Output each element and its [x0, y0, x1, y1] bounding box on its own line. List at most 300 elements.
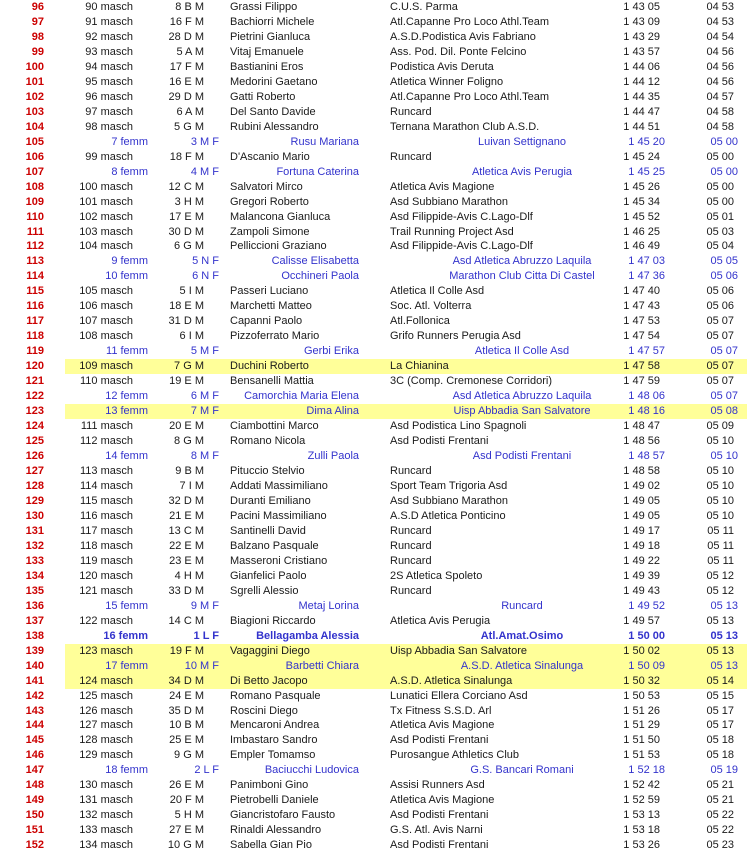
category-position: 7 femm [111, 135, 148, 148]
category-position: 93 masch [85, 45, 133, 58]
team-name: Atl.Capanne Pro Loco Athl.Team [390, 15, 549, 28]
category-code: 35 D M [168, 704, 204, 717]
athlete-name: Duchini Roberto [230, 360, 309, 373]
overall-position: 115 [26, 285, 44, 298]
pace: 05 07 [706, 360, 734, 373]
result-row [0, 689, 747, 704]
category-position: 14 femm [105, 450, 148, 463]
pace: 05 10 [706, 435, 734, 448]
team-name: Asd Subbiano Marathon [390, 494, 509, 507]
athlete-name: Pituccio Stelvio [230, 465, 305, 478]
athlete-name: Bachiorri Michele [230, 15, 315, 28]
team-name: Luivan Settignano [477, 135, 567, 148]
result-row [0, 344, 747, 359]
team-name: Runcard [390, 554, 432, 567]
team-name: Asd Atletica Abruzzo Laquila [452, 390, 592, 403]
overall-position: 118 [26, 330, 44, 343]
category-position: 15 femm [105, 599, 148, 612]
finish-time: 1 48 47 [623, 420, 660, 433]
athlete-name: Addati Massimiliano [230, 479, 328, 492]
pace: 05 11 [707, 524, 734, 537]
athlete-name: Empler Tomamso [230, 749, 316, 762]
pace: 05 21 [706, 779, 734, 792]
result-row [0, 748, 747, 763]
result-row [0, 195, 747, 210]
category-position: 114 masch [80, 479, 133, 492]
pace: 05 14 [706, 674, 734, 687]
category-code: 22 E M [169, 539, 204, 552]
finish-time: 1 47 40 [623, 285, 660, 298]
athlete-name: Camorchia Maria Elena [244, 390, 359, 403]
overall-position: 135 [25, 584, 44, 597]
category-code: 1 L F [193, 629, 219, 642]
pace: 05 00 [710, 165, 738, 178]
athlete-name: Pizzoferrato Mario [230, 330, 320, 343]
overall-position: 96 [31, 0, 44, 13]
athlete-name: Zampoli Simone [230, 225, 310, 238]
finish-time: 1 46 25 [623, 225, 660, 238]
athlete-name: Masseroni Cristiano [230, 554, 328, 567]
overall-position: 138 [25, 629, 44, 642]
pace: 05 09 [706, 420, 734, 433]
team-name: A.S.D. Atletica Sinalunga [460, 659, 584, 672]
category-code: 8 G M [174, 435, 204, 448]
category-code: 5 N F [192, 255, 219, 268]
category-position: 116 masch [80, 509, 133, 522]
athlete-name: Imbastaro Sandro [230, 734, 318, 747]
overall-position: 127 [25, 465, 44, 478]
result-row [0, 15, 747, 30]
team-name: A.S.D.Podistica Avis Fabriano [390, 30, 536, 43]
category-position: 95 masch [85, 75, 133, 88]
team-name: Atletica Avis Perugia [471, 165, 573, 178]
category-code: 30 D M [168, 225, 204, 238]
team-name: Assisi Runners Asd [390, 779, 485, 792]
pace: 05 00 [706, 150, 734, 163]
finish-time: 1 45 26 [623, 180, 660, 193]
finish-time: 1 48 57 [628, 450, 665, 463]
pace: 05 00 [706, 180, 734, 193]
finish-time: 1 48 16 [628, 405, 665, 418]
category-code: 25 E M [169, 734, 204, 747]
category-code: 17 F M [169, 60, 204, 73]
category-code: 6 N F [192, 270, 219, 283]
pace: 04 53 [706, 0, 734, 13]
pace: 05 07 [710, 390, 738, 403]
finish-time: 1 46 49 [623, 240, 660, 253]
overall-position: 111 [26, 225, 44, 238]
team-name: A.S.D. Atletica Sinalunga [390, 674, 513, 687]
pace: 05 06 [706, 300, 734, 313]
category-position: 8 femm [111, 165, 148, 178]
athlete-name: Barbetti Chiara [285, 659, 359, 672]
category-code: 6 G M [174, 240, 204, 253]
result-row [0, 90, 747, 105]
team-name: Asd Podisti Frentani [390, 435, 489, 448]
overall-position: 112 [26, 240, 44, 253]
category-code: 7 M F [190, 405, 219, 418]
result-row [0, 105, 747, 120]
team-name: Asd Subbiano Marathon [390, 195, 509, 208]
result-row [0, 165, 747, 180]
result-row [0, 269, 747, 284]
overall-position: 100 [25, 60, 44, 73]
pace: 05 22 [706, 809, 734, 822]
result-row [0, 254, 747, 269]
category-code: 7 G M [174, 360, 204, 373]
result-row [0, 763, 747, 778]
category-position: 103 masch [79, 225, 133, 238]
team-name: La Chianina [390, 360, 449, 373]
category-code: 31 D M [168, 315, 204, 328]
result-row [0, 419, 747, 434]
athlete-name: Sgrelli Alessio [230, 584, 299, 597]
overall-position: 136 [25, 599, 44, 612]
category-position: 18 femm [105, 764, 148, 777]
finish-time: 1 48 58 [623, 465, 660, 478]
finish-time: 1 47 58 [623, 360, 660, 373]
result-row [0, 180, 747, 195]
finish-time: 1 44 51 [623, 120, 660, 133]
overall-position: 133 [25, 554, 44, 567]
team-name: Uisp Abbadia San Salvatore [453, 405, 591, 418]
overall-position: 129 [25, 494, 44, 507]
result-row [0, 135, 747, 150]
athlete-name: Rubini Alessandro [230, 120, 319, 133]
pace: 05 07 [710, 345, 738, 358]
pace: 05 22 [706, 824, 734, 837]
finish-time: 1 44 47 [623, 105, 660, 118]
pace: 04 57 [706, 90, 734, 103]
finish-time: 1 43 29 [623, 30, 660, 43]
category-position: 118 masch [80, 539, 133, 552]
finish-time: 1 49 17 [623, 524, 660, 537]
team-name: Asd Atletica Abruzzo Laquila [452, 255, 592, 268]
overall-position: 120 [25, 360, 44, 373]
overall-position: 98 [31, 30, 44, 43]
category-code: 12 C M [168, 180, 204, 193]
team-name: G.S. Bancari Romani [470, 764, 574, 777]
category-position: 94 masch [85, 60, 133, 73]
team-name: Grifo Runners Perugia Asd [390, 330, 521, 343]
category-code: 32 D M [168, 494, 204, 507]
category-position: 106 masch [79, 300, 133, 313]
athlete-name: Vagaggini Diego [230, 644, 310, 657]
finish-time: 1 45 25 [628, 165, 665, 178]
team-name: Asd Podisti Frentani [390, 734, 489, 747]
category-code: 8 B M [175, 0, 204, 13]
athlete-name: Pelliccioni Graziano [230, 240, 327, 253]
overall-position: 150 [25, 809, 44, 822]
category-position: 97 masch [85, 105, 133, 118]
pace: 04 58 [706, 120, 734, 133]
category-position: 130 masch [79, 779, 133, 792]
athlete-name: Gerbi Erika [303, 345, 359, 358]
overall-position: 145 [25, 734, 44, 747]
team-name: Atletica Il Colle Asd [390, 285, 485, 298]
overall-position: 140 [25, 659, 44, 672]
pace: 05 10 [706, 479, 734, 492]
category-code: 10 G M [167, 839, 204, 852]
category-position: 115 masch [80, 494, 133, 507]
athlete-name: Bensanelli Mattia [230, 375, 314, 388]
team-name: Podistica Avis Deruta [390, 60, 494, 73]
team-name: Runcard [390, 150, 432, 163]
overall-position: 124 [25, 420, 44, 433]
pace: 05 07 [706, 330, 734, 343]
result-row [0, 808, 747, 823]
finish-time: 1 50 09 [628, 659, 665, 672]
category-code: 10 M F [184, 659, 219, 672]
category-position: 90 masch [85, 0, 133, 13]
pace: 04 56 [706, 75, 734, 88]
category-position: 134 masch [79, 839, 133, 852]
athlete-name: Gatti Roberto [230, 90, 296, 103]
athlete-name: Biagioni Riccardo [230, 614, 316, 627]
category-code: 4 M F [190, 165, 219, 178]
team-name: Atl.Amat.Osimo [480, 629, 564, 642]
category-code: 6 I M [179, 330, 204, 343]
team-name: Asd Podisti Frentani [390, 839, 489, 852]
result-row [0, 629, 747, 644]
finish-time: 1 45 20 [628, 135, 665, 148]
category-position: 92 masch [85, 30, 133, 43]
finish-time: 1 53 18 [623, 824, 660, 837]
overall-position: 123 [25, 405, 44, 418]
category-code: 9 G M [174, 749, 204, 762]
pace: 05 05 [710, 255, 738, 268]
category-code: 20 E M [169, 420, 204, 433]
team-name: Atletica Il Colle Asd [474, 345, 570, 358]
category-code: 28 D M [168, 30, 204, 43]
athlete-name: Fortuna Caterina [276, 165, 359, 178]
category-code: 9 B M [175, 465, 204, 478]
finish-time: 1 49 57 [623, 614, 660, 627]
finish-time: 1 43 05 [623, 0, 660, 13]
finish-time: 1 49 02 [623, 479, 660, 492]
category-position: 121 masch [79, 584, 133, 597]
result-row [0, 404, 747, 419]
result-row [0, 314, 747, 329]
team-name: Ass. Pod. Dil. Ponte Felcino [390, 45, 527, 58]
result-row [0, 240, 747, 255]
category-position: 91 masch [85, 15, 133, 28]
athlete-name: Metaj Lorina [298, 599, 359, 612]
athlete-name: Gregori Roberto [230, 195, 309, 208]
overall-position: 126 [25, 450, 44, 463]
team-name: Asd Podisti Frentani [390, 809, 489, 822]
result-row [0, 374, 747, 389]
overall-position: 108 [25, 180, 44, 193]
result-row [0, 449, 747, 464]
athlete-name: D'Ascanio Mario [230, 150, 310, 163]
finish-time: 1 47 54 [623, 330, 660, 343]
result-row [0, 733, 747, 748]
team-name: Trail Running Project Asd [390, 225, 514, 238]
result-row [0, 389, 747, 404]
category-position: 10 femm [105, 270, 148, 283]
pace: 04 56 [706, 60, 734, 73]
pace: 05 13 [710, 629, 738, 642]
overall-position: 113 [26, 255, 44, 268]
pace: 04 58 [706, 105, 734, 118]
overall-position: 107 [25, 165, 44, 178]
overall-position: 114 [26, 270, 44, 283]
result-row [0, 644, 747, 659]
category-position: 127 masch [79, 719, 133, 732]
team-name: Atletica Avis Perugia [390, 614, 491, 627]
result-row [0, 479, 747, 494]
pace: 05 07 [706, 375, 734, 388]
result-row [0, 45, 747, 60]
overall-position: 103 [25, 105, 44, 118]
team-name: Atletica Avis Magione [390, 180, 495, 193]
result-row [0, 434, 747, 449]
category-code: 18 F M [169, 150, 204, 163]
result-row [0, 793, 747, 808]
finish-time: 1 49 43 [623, 584, 660, 597]
pace: 05 10 [706, 465, 734, 478]
category-position: 105 masch [79, 285, 133, 298]
category-code: 16 F M [169, 15, 204, 28]
overall-position: 130 [25, 509, 44, 522]
category-position: 102 masch [79, 210, 133, 223]
finish-time: 1 47 59 [623, 375, 660, 388]
finish-time: 1 48 06 [628, 390, 665, 403]
athlete-name: Panimboni Gino [230, 779, 309, 792]
pace: 05 10 [706, 509, 734, 522]
finish-time: 1 47 53 [623, 315, 660, 328]
result-row [0, 599, 747, 614]
result-row [0, 0, 747, 15]
athlete-name: Grassi Filippo [230, 0, 298, 13]
category-code: 4 H M [174, 569, 204, 582]
finish-time: 1 50 32 [623, 674, 660, 687]
overall-position: 104 [25, 120, 44, 133]
result-row [0, 509, 747, 524]
athlete-name: Bastianini Eros [230, 60, 304, 73]
overall-position: 116 [26, 300, 44, 313]
category-code: 3 M F [190, 135, 219, 148]
category-position: 9 femm [111, 255, 148, 268]
finish-time: 1 47 57 [628, 345, 665, 358]
category-code: 20 F M [169, 794, 204, 807]
athlete-name: Balzano Pasquale [230, 539, 319, 552]
overall-position: 102 [25, 90, 44, 103]
result-row [0, 539, 747, 554]
athlete-name: Ciambottini Marco [230, 420, 319, 433]
category-position: 124 masch [79, 674, 133, 687]
team-name: Asd Filippide-Avis C.Lago-Dlf [390, 240, 533, 253]
team-name: 2S Atletica Spoleto [390, 569, 483, 582]
pace: 05 17 [706, 704, 734, 717]
category-position: 109 masch [79, 360, 133, 373]
category-code: 33 D M [168, 584, 204, 597]
finish-time: 1 45 34 [623, 195, 660, 208]
athlete-name: Dima Alina [306, 405, 359, 418]
category-position: 119 masch [80, 554, 133, 567]
finish-time: 1 52 18 [628, 764, 665, 777]
result-row [0, 329, 747, 344]
category-code: 23 E M [169, 554, 204, 567]
category-code: 29 D M [168, 90, 204, 103]
athlete-name: Baciucchi Ludovica [264, 764, 359, 777]
finish-time: 1 49 39 [623, 569, 660, 582]
pace: 04 54 [706, 30, 734, 43]
overall-position: 131 [25, 524, 44, 537]
team-name: Soc. Atl. Volterra [390, 300, 472, 313]
finish-time: 1 48 56 [623, 435, 660, 448]
pace: 05 13 [710, 659, 738, 672]
athlete-name: Roscini Diego [230, 704, 298, 717]
overall-position: 119 [26, 345, 44, 358]
category-code: 2 L F [194, 764, 219, 777]
finish-time: 1 47 43 [623, 300, 660, 313]
team-name: Lunatici Ellera Corciano Asd [390, 689, 528, 702]
overall-position: 99 [31, 45, 44, 58]
team-name: 3C (Comp. Cremonese Corridori) [390, 375, 552, 388]
category-code: 26 E M [169, 779, 204, 792]
finish-time: 1 49 22 [623, 554, 660, 567]
athlete-name: Rinaldi Alessandro [230, 824, 322, 837]
finish-time: 1 51 53 [623, 749, 660, 762]
category-code: 19 F M [169, 644, 204, 657]
category-code: 8 M F [190, 450, 219, 463]
athlete-name: Santinelli David [230, 524, 306, 537]
result-row [0, 614, 747, 629]
category-code: 13 C M [168, 524, 204, 537]
result-row [0, 464, 747, 479]
pace: 05 03 [706, 225, 734, 238]
finish-time: 1 49 52 [628, 599, 665, 612]
overall-position: 152 [25, 839, 44, 852]
pace: 05 04 [706, 240, 734, 253]
pace: 05 13 [706, 614, 734, 627]
category-position: 133 masch [79, 824, 133, 837]
pace: 05 08 [710, 405, 738, 418]
pace: 05 23 [706, 839, 734, 852]
athlete-name: Occhineri Paola [281, 270, 359, 283]
category-position: 16 femm [103, 629, 148, 642]
overall-position: 148 [25, 779, 44, 792]
category-position: 129 masch [79, 749, 133, 762]
pace: 05 12 [706, 569, 734, 582]
category-code: 10 B M [169, 719, 204, 732]
category-code: 3 H M [174, 195, 204, 208]
overall-position: 109 [25, 195, 44, 208]
category-position: 99 masch [85, 150, 133, 163]
category-position: 104 masch [79, 240, 133, 253]
category-position: 122 masch [79, 614, 133, 627]
pace: 05 10 [706, 494, 734, 507]
finish-time: 1 49 18 [623, 539, 660, 552]
overall-position: 101 [25, 75, 44, 88]
overall-position: 117 [26, 315, 44, 328]
result-row [0, 75, 747, 90]
athlete-name: Sabella Gian Pio [230, 839, 312, 852]
finish-time: 1 49 05 [623, 509, 660, 522]
pace: 05 00 [706, 195, 734, 208]
result-row [0, 823, 747, 838]
finish-time: 1 43 09 [623, 15, 660, 28]
team-name: Asd Podisti Frentani [472, 450, 572, 463]
result-row [0, 554, 747, 569]
pace: 05 21 [706, 794, 734, 807]
result-row [0, 719, 747, 734]
team-name: Asd Podistica Lino Spagnoli [390, 420, 527, 433]
category-code: 34 D M [168, 674, 204, 687]
pace: 05 07 [706, 315, 734, 328]
